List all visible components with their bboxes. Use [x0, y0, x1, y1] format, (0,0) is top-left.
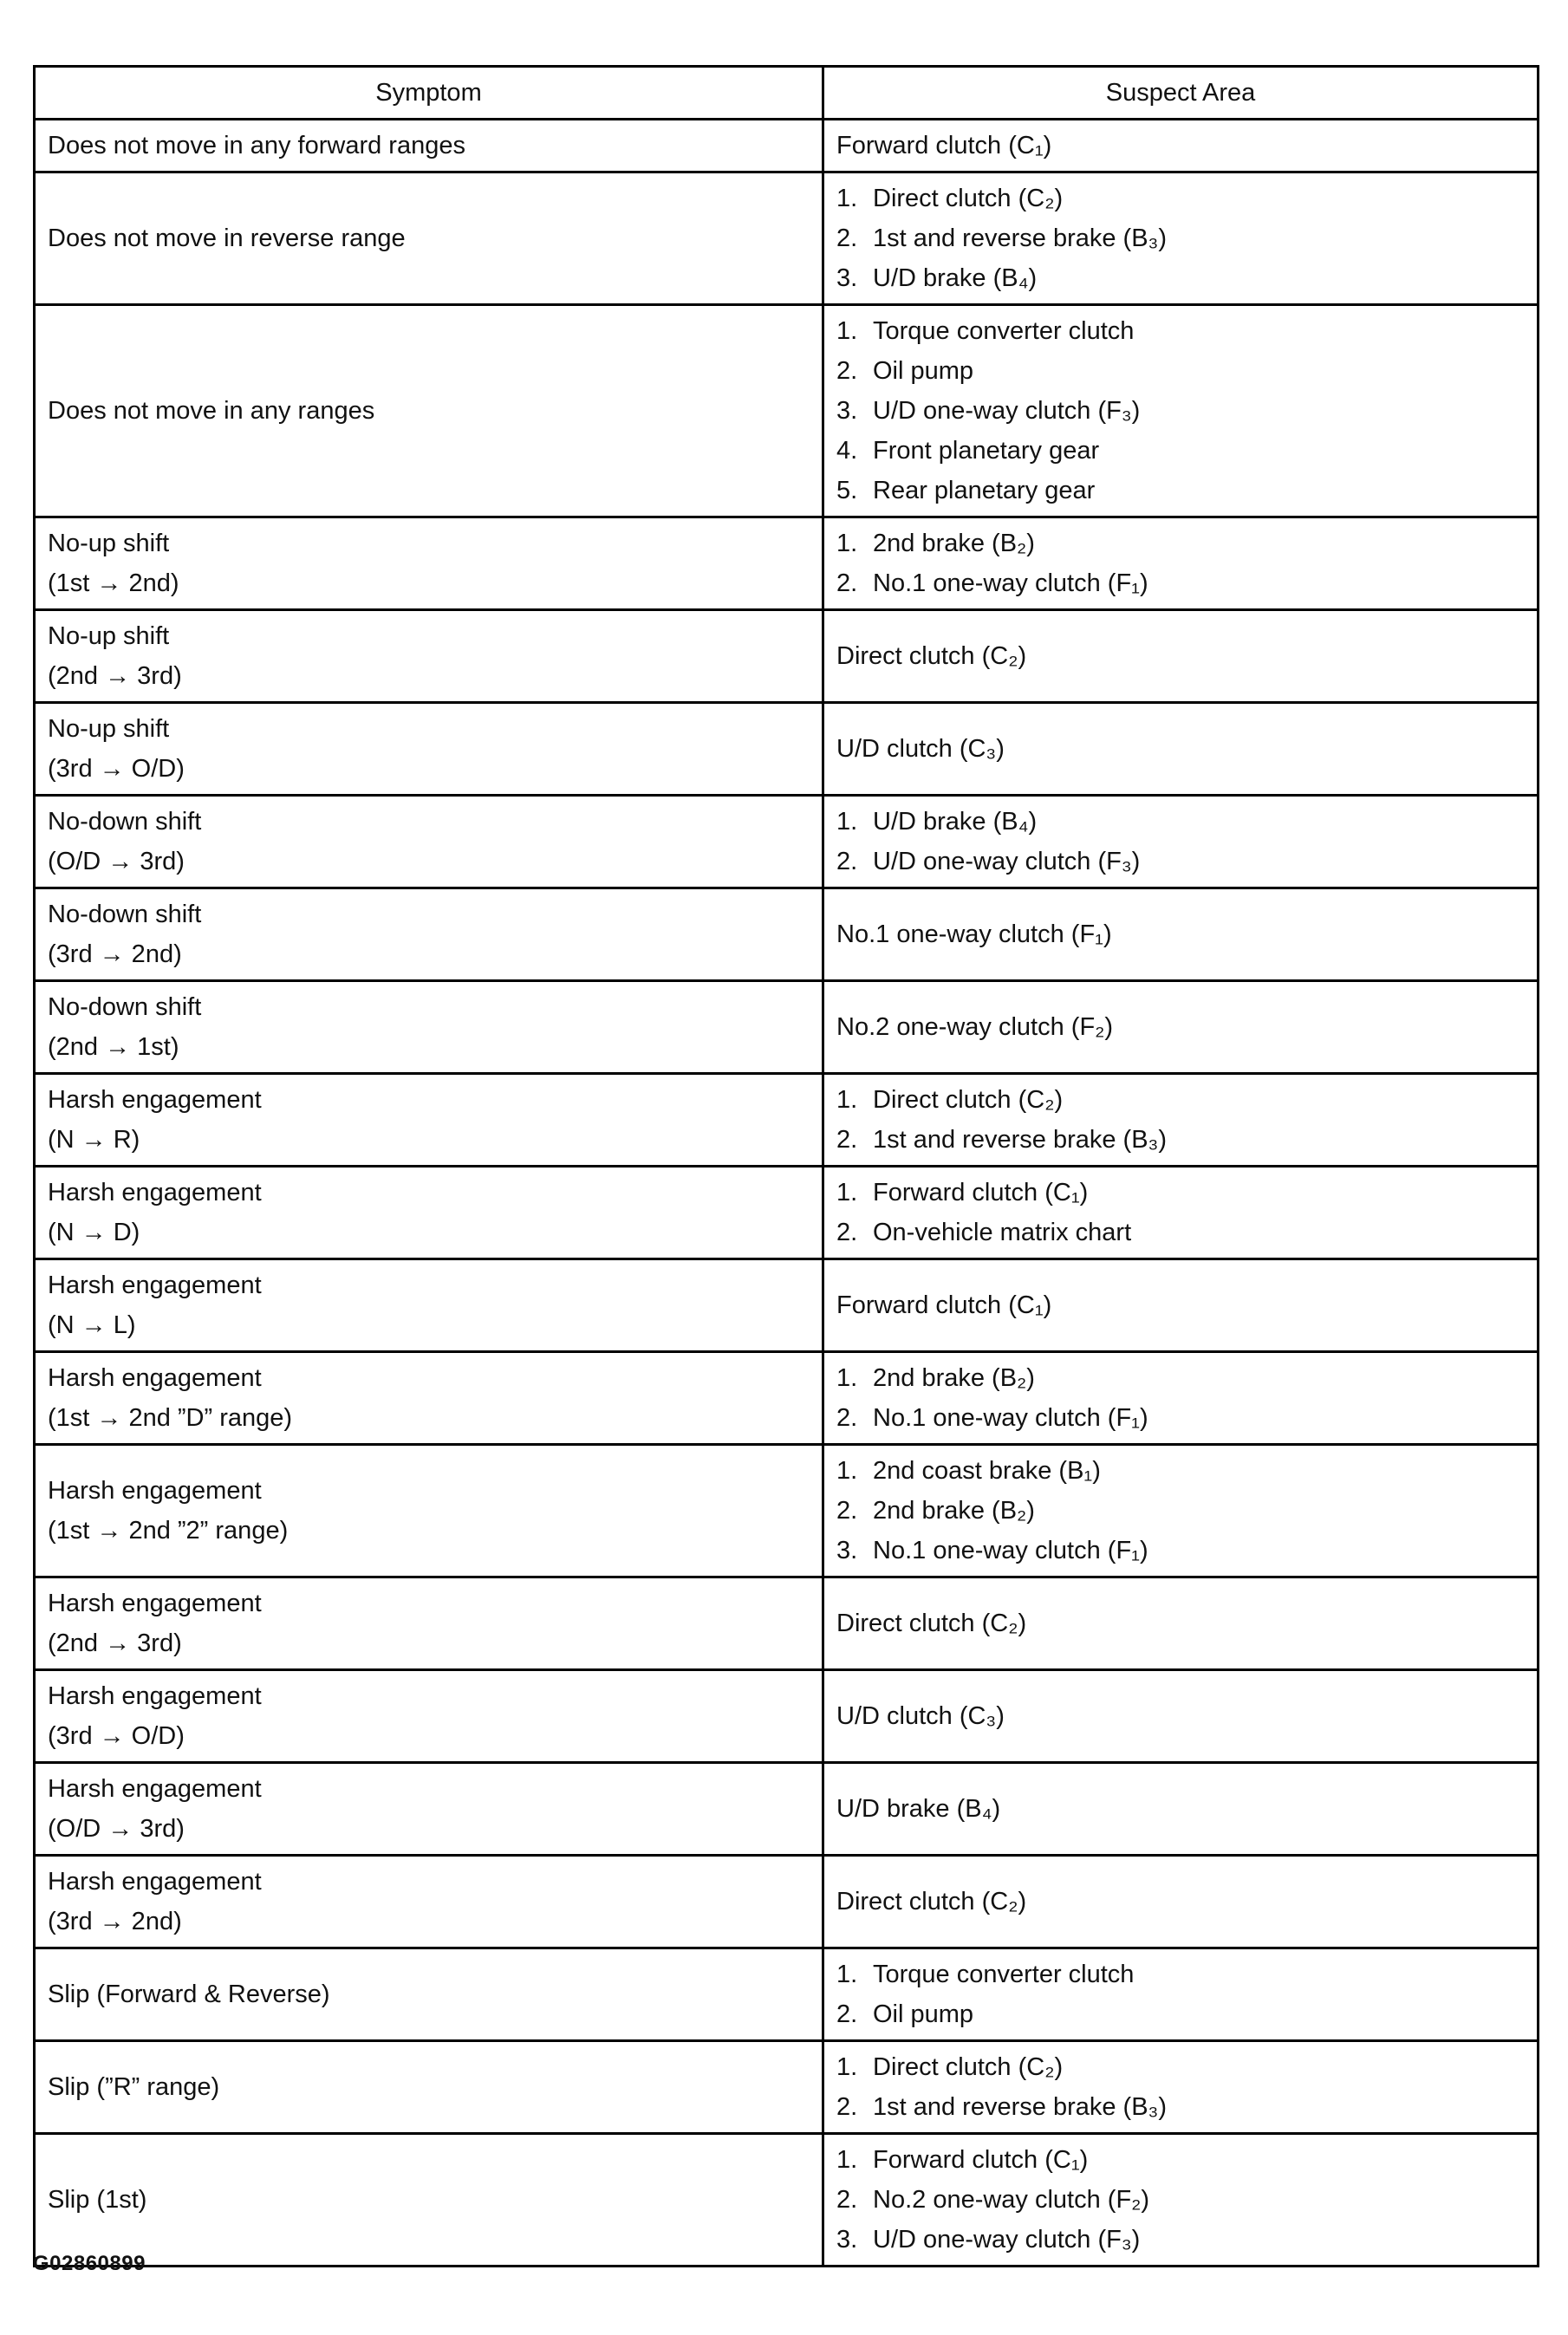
- suspect-item: [836, 391, 1525, 431]
- symptom-cell: [35, 517, 823, 610]
- table-row: [35, 1670, 1539, 1763]
- suspect-item-text: On-vehicle matrix chart: [873, 1219, 1132, 1246]
- suspect-item: [836, 2047, 1525, 2087]
- symptom-cell: [35, 1259, 823, 1352]
- suspect-area-cell: [823, 1445, 1539, 1577]
- suspect-item-text: U/D one-way clutch (F₃): [873, 2226, 1141, 2254]
- suspect-item: [836, 1603, 1525, 1643]
- symptom-cell: [35, 796, 823, 888]
- symptom-cell: [35, 1167, 823, 1259]
- suspect-item: [836, 258, 1525, 298]
- suspect-area-cell: [823, 172, 1539, 305]
- suspect-area-cell: [823, 2041, 1539, 2134]
- suspect-item-text: Oil pump: [873, 357, 974, 385]
- item-number: 4.: [836, 437, 858, 465]
- suspect-item-text: Forward clutch (C₁): [836, 132, 1052, 159]
- suspect-area-cell: [823, 703, 1539, 796]
- symptom-cell: [35, 1856, 823, 1948]
- symptom-text: (N → D): [48, 1219, 140, 1246]
- symptom-table: [33, 65, 1539, 2267]
- item-number: 1.: [836, 2053, 858, 2081]
- suspect-item-text: Direct clutch (C₂): [836, 1888, 1027, 1915]
- suspect-item-text: Forward clutch (C₁): [873, 1179, 1089, 1207]
- suspect-item: [836, 1398, 1525, 1438]
- item-number: 2.: [836, 2093, 858, 2121]
- suspect-area-cell: [823, 796, 1539, 888]
- suspect-item: [836, 179, 1525, 218]
- suspect-item: [836, 2180, 1525, 2220]
- symptom-cell: [35, 2041, 823, 2134]
- suspect-item: [836, 1173, 1525, 1213]
- symptom-cell: [35, 1445, 823, 1577]
- item-number: 2.: [836, 2000, 858, 2028]
- suspect-item-text: 1st and reverse brake (B₃): [873, 2093, 1168, 2121]
- symptom-text: (3rd → O/D): [48, 1722, 185, 1750]
- item-number: 2.: [836, 224, 858, 252]
- item-number: 3.: [836, 397, 858, 425]
- item-number: 1.: [836, 1086, 858, 1114]
- item-number: 5.: [836, 477, 858, 504]
- suspect-area-column-header: Suspect Area: [823, 67, 1539, 120]
- suspect-item: [836, 636, 1525, 676]
- table-row: [35, 517, 1539, 610]
- table-row: [35, 120, 1539, 172]
- symptom-text: (2nd → 1st): [48, 1033, 179, 1061]
- suspect-item-text: Direct clutch (C₂): [836, 1610, 1027, 1637]
- suspect-item-text: No.1 one-way clutch (F₁): [873, 1404, 1148, 1432]
- suspect-item-text: Direct clutch (C₂): [873, 185, 1064, 212]
- symptom-text: No-down shift: [48, 993, 202, 1021]
- table-row: [35, 1577, 1539, 1670]
- symptom-text: No-up shift: [48, 530, 170, 557]
- item-number: 2.: [836, 1126, 858, 1154]
- symptom-text: (3rd → O/D): [48, 755, 185, 783]
- suspect-item: [836, 471, 1525, 511]
- suspect-item-text: Torque converter clutch: [873, 1961, 1135, 1988]
- item-number: 2.: [836, 1219, 858, 1246]
- table-row: [35, 1074, 1539, 1167]
- symptom-text: Harsh engagement: [48, 1086, 262, 1114]
- suspect-area-cell: [823, 305, 1539, 517]
- symptom-cell: [35, 981, 823, 1074]
- suspect-item-text: Front planetary gear: [873, 437, 1100, 465]
- suspect-item-text: 2nd coast brake (B₁): [873, 1457, 1101, 1485]
- suspect-item-text: No.1 one-way clutch (F₁): [836, 920, 1112, 948]
- symptom-text: Does not move in any forward ranges: [48, 132, 465, 159]
- item-number: 3.: [836, 2226, 858, 2254]
- item-number: 1.: [836, 185, 858, 212]
- suspect-item-text: 2nd brake (B₂): [873, 1364, 1035, 1392]
- suspect-item-text: Direct clutch (C₂): [873, 2053, 1064, 2081]
- suspect-area-cell: [823, 517, 1539, 610]
- table-row: [35, 703, 1539, 796]
- symptom-cell: [35, 1670, 823, 1763]
- suspect-item-text: U/D clutch (C₃): [836, 735, 1005, 763]
- suspect-item: [836, 802, 1525, 842]
- symptom-text: Harsh engagement: [48, 1682, 262, 1710]
- table-row: [35, 2041, 1539, 2134]
- suspect-area-cell: [823, 1948, 1539, 2041]
- suspect-item-text: Torque converter clutch: [873, 317, 1135, 345]
- suspect-area-cell: [823, 1074, 1539, 1167]
- item-number: 2.: [836, 569, 858, 597]
- suspect-item-text: U/D brake (B₄): [873, 808, 1038, 836]
- table-row: [35, 981, 1539, 1074]
- suspect-item: [836, 914, 1525, 954]
- symptom-cell: [35, 1948, 823, 2041]
- item-number: 1.: [836, 317, 858, 345]
- symptom-cell: [35, 1577, 823, 1670]
- table-body: [35, 120, 1539, 2267]
- symptom-text: Harsh engagement: [48, 1364, 262, 1392]
- suspect-item: [836, 431, 1525, 471]
- symptom-text: Harsh engagement: [48, 1775, 262, 1803]
- suspect-item-text: 1st and reverse brake (B₃): [873, 1126, 1168, 1154]
- suspect-item-text: U/D one-way clutch (F₃): [873, 397, 1141, 425]
- symptom-text: (3rd → 2nd): [48, 1908, 182, 1935]
- item-number: 1.: [836, 1179, 858, 1207]
- symptom-cell: [35, 120, 823, 172]
- suspect-item: [836, 842, 1525, 881]
- table-row: [35, 1445, 1539, 1577]
- suspect-item-text: Direct clutch (C₂): [873, 1086, 1064, 1114]
- symptom-cell: [35, 1763, 823, 1856]
- symptom-column-header: Symptom: [35, 67, 823, 120]
- suspect-area-cell: [823, 120, 1539, 172]
- suspect-item: [836, 1531, 1525, 1571]
- symptom-cell: [35, 703, 823, 796]
- suspect-item: [836, 1358, 1525, 1398]
- item-number: 2.: [836, 2186, 858, 2214]
- suspect-item: [836, 1213, 1525, 1252]
- item-number: 3.: [836, 1537, 858, 1564]
- symptom-text: (2nd → 3rd): [48, 1629, 182, 1657]
- item-number: 2.: [836, 1497, 858, 1525]
- suspect-item-text: Forward clutch (C₁): [873, 2146, 1089, 2174]
- table-row: [35, 1352, 1539, 1445]
- suspect-item: [836, 1080, 1525, 1120]
- suspect-item: [836, 1882, 1525, 1922]
- table-row: [35, 796, 1539, 888]
- suspect-item-text: U/D one-way clutch (F₃): [873, 848, 1141, 875]
- suspect-area-cell: [823, 1856, 1539, 1948]
- suspect-item-text: 1st and reverse brake (B₃): [873, 224, 1168, 252]
- symptom-text: No-up shift: [48, 715, 170, 743]
- suspect-item: [836, 524, 1525, 563]
- symptom-text: (O/D → 3rd): [48, 1815, 185, 1843]
- suspect-area-cell: [823, 1763, 1539, 1856]
- symptom-cell: [35, 1074, 823, 1167]
- symptom-text: Slip (1st): [48, 2186, 147, 2214]
- suspect-item-text: U/D brake (B₄): [873, 264, 1038, 292]
- symptom-text: Slip (”R” range): [48, 2073, 220, 2101]
- table-row: [35, 1948, 1539, 2041]
- item-number: 1.: [836, 2146, 858, 2174]
- suspect-area-cell: [823, 1670, 1539, 1763]
- suspect-area-cell: [823, 2134, 1539, 2267]
- symptom-text: (1st → 2nd): [48, 569, 179, 597]
- suspect-item: [836, 1285, 1525, 1325]
- suspect-item: [836, 1789, 1525, 1829]
- suspect-item: [836, 311, 1525, 351]
- suspect-area-cell: [823, 981, 1539, 1074]
- suspect-area-cell: [823, 610, 1539, 703]
- table-row: [35, 305, 1539, 517]
- suspect-item-text: Rear planetary gear: [873, 477, 1096, 504]
- symptom-text: Harsh engagement: [48, 1477, 262, 1505]
- symptom-text: Harsh engagement: [48, 1272, 262, 1299]
- suspect-item-text: 2nd brake (B₂): [873, 1497, 1035, 1525]
- suspect-item: [836, 1491, 1525, 1531]
- table-row: [35, 172, 1539, 305]
- symptom-text: Harsh engagement: [48, 1590, 262, 1617]
- symptom-text: Harsh engagement: [48, 1179, 262, 1207]
- symptom-text: (O/D → 3rd): [48, 848, 185, 875]
- item-number: 2.: [836, 848, 858, 875]
- symptom-text: Harsh engagement: [48, 1868, 262, 1896]
- suspect-item-text: No.2 one-way clutch (F₂): [873, 2186, 1150, 2214]
- suspect-item-text: Forward clutch (C₁): [836, 1291, 1052, 1319]
- suspect-area-cell: [823, 1167, 1539, 1259]
- table-row: [35, 1259, 1539, 1352]
- table-row: [35, 1167, 1539, 1259]
- table-row: [35, 1856, 1539, 1948]
- symptom-text: (N → L): [48, 1311, 136, 1339]
- symptom-text: Does not move in any ranges: [48, 397, 375, 425]
- symptom-text: (1st → 2nd ”D” range): [48, 1404, 293, 1432]
- table-row: [35, 2134, 1539, 2267]
- symptom-text: (N → R): [48, 1126, 140, 1154]
- symptom-cell: [35, 305, 823, 517]
- suspect-item-text: No.2 one-way clutch (F₂): [836, 1013, 1114, 1041]
- diagnosis-document: [33, 65, 1537, 2267]
- suspect-item: [836, 1120, 1525, 1160]
- suspect-item: [836, 2087, 1525, 2127]
- suspect-item-text: U/D clutch (C₃): [836, 1702, 1005, 1730]
- item-number: 2.: [836, 1404, 858, 1432]
- symptom-text: No-down shift: [48, 808, 202, 836]
- item-number: 1.: [836, 808, 858, 836]
- suspect-item-text: No.1 one-way clutch (F₁): [873, 1537, 1148, 1564]
- table-header-row: [35, 67, 1539, 120]
- suspect-item: [836, 126, 1525, 166]
- symptom-text: (1st → 2nd ”2” range): [48, 1517, 289, 1545]
- figure-id: G02860899: [33, 2252, 146, 2275]
- item-number: 1.: [836, 1961, 858, 1988]
- item-number: 3.: [836, 264, 858, 292]
- suspect-item-text: No.1 one-way clutch (F₁): [873, 569, 1148, 597]
- suspect-item: [836, 351, 1525, 391]
- suspect-item: [836, 2140, 1525, 2180]
- symptom-cell: [35, 2134, 823, 2267]
- item-number: 1.: [836, 530, 858, 557]
- symptom-text: (3rd → 2nd): [48, 940, 182, 968]
- suspect-area-cell: [823, 1577, 1539, 1670]
- suspect-area-cell: [823, 1352, 1539, 1445]
- suspect-item: [836, 218, 1525, 258]
- suspect-item-text: Direct clutch (C₂): [836, 642, 1027, 670]
- suspect-item: [836, 2220, 1525, 2260]
- item-number: 1.: [836, 1364, 858, 1392]
- suspect-area-cell: [823, 1259, 1539, 1352]
- symptom-text: No-up shift: [48, 622, 170, 650]
- symptom-cell: [35, 610, 823, 703]
- symptom-text: No-down shift: [48, 901, 202, 928]
- suspect-area-cell: [823, 888, 1539, 981]
- suspect-item-text: U/D brake (B₄): [836, 1795, 1001, 1823]
- table-row: [35, 610, 1539, 703]
- item-number: 1.: [836, 1457, 858, 1485]
- suspect-item: [836, 563, 1525, 603]
- symptom-cell: [35, 172, 823, 305]
- symptom-text: (2nd → 3rd): [48, 662, 182, 690]
- symptom-cell: [35, 888, 823, 981]
- symptom-text: Does not move in reverse range: [48, 224, 406, 252]
- suspect-item-text: 2nd brake (B₂): [873, 530, 1035, 557]
- suspect-item: [836, 1994, 1525, 2034]
- suspect-item: [836, 1696, 1525, 1736]
- table-row: [35, 888, 1539, 981]
- suspect-item-text: Oil pump: [873, 2000, 974, 2028]
- suspect-item: [836, 1451, 1525, 1491]
- suspect-item: [836, 729, 1525, 769]
- item-number: 2.: [836, 357, 858, 385]
- symptom-text: Slip (Forward & Reverse): [48, 1981, 330, 2008]
- table-row: [35, 1763, 1539, 1856]
- suspect-item: [836, 1955, 1525, 1994]
- symptom-cell: [35, 1352, 823, 1445]
- suspect-item: [836, 1007, 1525, 1047]
